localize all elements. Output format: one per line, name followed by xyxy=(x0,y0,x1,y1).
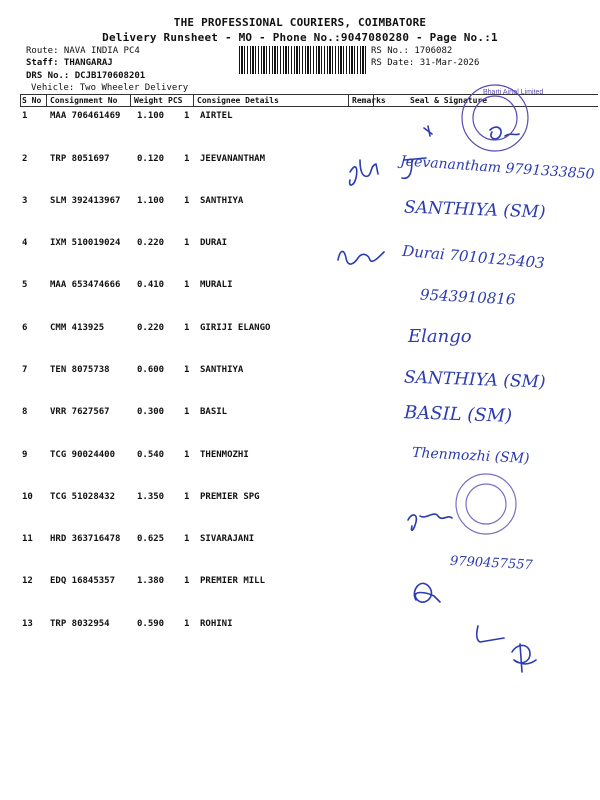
cell-consignment: EDQ 16845357 xyxy=(50,576,116,586)
cell-sno: 6 xyxy=(22,323,28,333)
row10-signature xyxy=(408,514,452,530)
cell-consignment: CMM 413925 xyxy=(50,323,105,333)
cell-weight: 0.220 xyxy=(137,323,165,333)
cell-weight: 0.410 xyxy=(137,280,165,290)
vehicle-label: Vehicle: Two Wheeler Delivery xyxy=(31,83,189,93)
cell-consignee: BASIL xyxy=(200,407,228,417)
runsheet-subtitle: Delivery Runsheet - MO - Phone No.:9047080280 - Page No.:1 xyxy=(102,31,498,44)
cell-consignment: IXM 510019024 xyxy=(50,238,121,248)
cell-weight: 0.625 xyxy=(137,534,165,544)
col-header-weight: Weight xyxy=(134,96,163,105)
route-label: Route: NAVA INDIA PC4 xyxy=(26,46,140,56)
cell-consignee: SIVARAJANI xyxy=(200,534,255,544)
cell-weight: 0.120 xyxy=(137,154,165,164)
col-header-seal-signature: Seal & Signature xyxy=(410,96,488,105)
row11-handwriting: 9790457557 xyxy=(449,553,534,574)
col-header-sno: S No xyxy=(22,96,42,105)
cell-pcs: 1 xyxy=(184,619,190,629)
col-header-remarks: Remarks xyxy=(352,96,386,105)
cell-consignment: SLM 392413967 xyxy=(50,196,121,206)
cell-pcs: 1 xyxy=(184,534,190,544)
cell-sno: 13 xyxy=(22,619,33,629)
cell-pcs: 1 xyxy=(184,280,190,290)
row4-remark-mark xyxy=(338,251,384,264)
cell-consignment: HRD 363716478 xyxy=(50,534,121,544)
row12-signature xyxy=(414,583,440,602)
cell-consignee: ROHINI xyxy=(200,619,233,629)
cell-consignee: AIRTEL xyxy=(200,111,233,121)
cell-sno: 7 xyxy=(22,365,28,375)
cell-consignment: TRP 8051697 xyxy=(50,154,110,164)
cell-consignee: JEEVANANTHAM xyxy=(200,154,266,164)
cell-consignee: GIRIJI ELANGO xyxy=(200,323,271,333)
cell-pcs: 1 xyxy=(184,576,190,586)
cell-weight: 0.590 xyxy=(137,619,165,629)
cell-weight: 1.380 xyxy=(137,576,165,586)
cell-consignee: MURALI xyxy=(200,280,233,290)
cell-pcs: 1 xyxy=(184,154,190,164)
row2-remark-mark xyxy=(350,160,378,185)
cell-weight: 1.100 xyxy=(137,111,165,121)
rs-number: RS No.: 1706082 xyxy=(371,46,453,56)
cell-pcs: 1 xyxy=(184,407,190,417)
cell-weight: 0.300 xyxy=(137,407,165,417)
drs-label: DRS No.: DCJB170608201 xyxy=(26,71,146,81)
cell-sno: 9 xyxy=(22,450,28,460)
cell-sno: 5 xyxy=(22,280,28,290)
row4-handwriting: Durai 7010125403 xyxy=(401,241,546,273)
col-header-consignee: Consignee Details xyxy=(197,96,279,105)
stamp-text: Bharti Airtel Limited xyxy=(483,89,544,96)
cell-pcs: 1 xyxy=(184,238,190,248)
cell-consignee: PREMIER SPG xyxy=(200,492,260,502)
cell-consignment: TRP 8032954 xyxy=(50,619,110,629)
cell-consignee: DURAI xyxy=(200,238,228,248)
row6-handwriting: Elango xyxy=(408,326,472,347)
row5-handwriting: 9543910816 xyxy=(419,285,516,309)
row7-handwriting: SANTHIYA (SM) xyxy=(403,367,546,393)
cell-sno: 2 xyxy=(22,154,28,164)
cell-sno: 10 xyxy=(22,492,33,502)
cell-sno: 4 xyxy=(22,238,28,248)
row9-handwriting: Thenmozhi (SM) xyxy=(411,444,530,468)
cell-pcs: 1 xyxy=(184,323,190,333)
cell-sno: 12 xyxy=(22,576,33,586)
row13-check-mark xyxy=(477,626,504,642)
cell-pcs: 1 xyxy=(184,111,190,121)
cell-consignment: TEN 8075738 xyxy=(50,365,110,375)
cell-sno: 3 xyxy=(22,196,28,206)
cell-consignee: THENMOZHI xyxy=(200,450,249,460)
cell-consignee: PREMIER MILL xyxy=(200,576,266,586)
cell-weight: 0.600 xyxy=(137,365,165,375)
cell-consignee: SANTHIYA xyxy=(200,196,244,206)
cell-consignment: VRR 7627567 xyxy=(50,407,110,417)
cell-pcs: 1 xyxy=(184,450,190,460)
col-header-consignment: Consignment No xyxy=(50,96,118,105)
row13-signature xyxy=(512,644,536,672)
row3-handwriting: SANTHIYA (SM) xyxy=(403,197,546,223)
cell-sno: 8 xyxy=(22,407,28,417)
cell-weight: 1.350 xyxy=(137,492,165,502)
cell-weight: 0.540 xyxy=(137,450,165,460)
col-header-pcs: PCS xyxy=(168,96,183,105)
row1-tick-mark xyxy=(424,126,432,136)
cell-pcs: 1 xyxy=(184,492,190,502)
seal-stamp-icon xyxy=(456,474,516,534)
cell-sno: 1 xyxy=(22,111,28,121)
cell-weight: 0.220 xyxy=(137,238,165,248)
company-title: THE PROFESSIONAL COURIERS, COIMBATORE xyxy=(173,16,427,29)
cell-weight: 1.100 xyxy=(137,196,165,206)
row8-handwriting: BASIL (SM) xyxy=(403,402,513,427)
staff-label: Staff: THANGARAJ xyxy=(26,58,113,68)
rs-date: RS Date: 31-Mar-2026 xyxy=(371,58,480,68)
cell-consignment: TCG 51028432 xyxy=(50,492,116,502)
cell-pcs: 1 xyxy=(184,365,190,375)
cell-pcs: 1 xyxy=(184,196,190,206)
cell-consignment: MAA 706461469 xyxy=(50,111,121,121)
cell-consignee: SANTHIYA xyxy=(200,365,244,375)
cell-consignment: MAA 653474666 xyxy=(50,280,121,290)
cell-consignment: TCG 90024400 xyxy=(50,450,116,460)
cell-sno: 11 xyxy=(22,534,33,544)
row2-handwriting: Jeevanantham 9791333850 xyxy=(399,153,595,183)
